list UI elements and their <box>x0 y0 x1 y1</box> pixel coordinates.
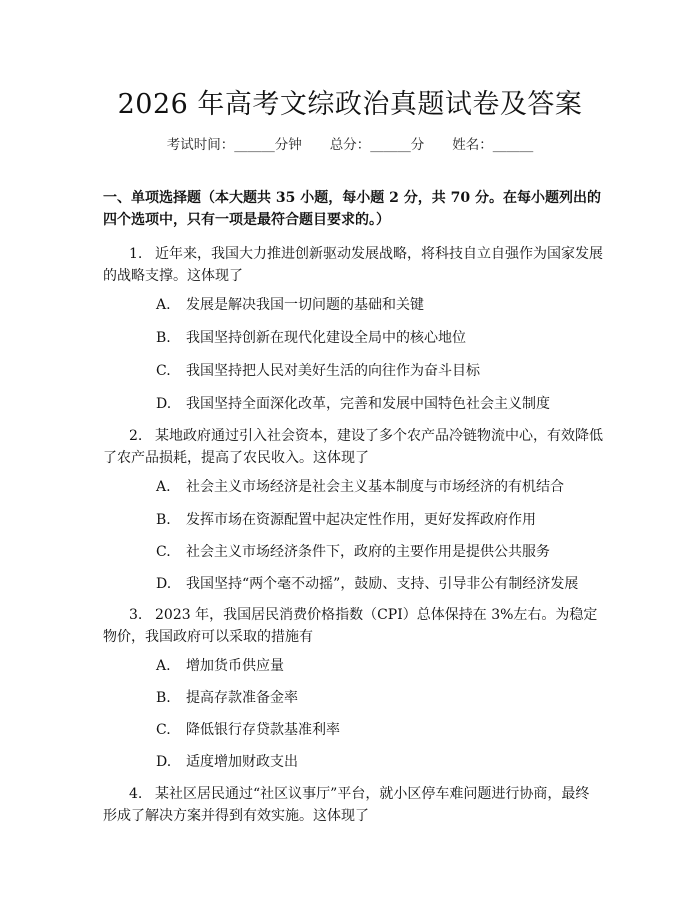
option-3c <box>156 720 340 740</box>
question-stem: 近年来，我国大力推进创新驱动发展战略，将科技自立自强作为国家发展的战略支撑。这体现了 <box>103 246 603 284</box>
option-letter: A. <box>156 658 171 674</box>
section-heading: 一、单项选择题（本大题共 35 小题，每小题 2 分，共 70 分。在每小题列出的四个选项中，只有一项是最符合题目要求的。） <box>103 190 601 228</box>
option-letter: D. <box>156 754 172 770</box>
option-text: 提高存款准备金率 <box>186 690 298 706</box>
option-letter: D. <box>156 576 172 592</box>
option-text: 发挥市场在资源配置中起决定性作用，更好发挥政府作用 <box>186 512 536 528</box>
question-number: 2. <box>129 428 143 444</box>
option-text: 降低银行存贷款基准利率 <box>186 722 340 738</box>
option-1c <box>156 361 480 381</box>
option-text: 我国坚持全面深化改革，完善和发展中国特色社会主义制度 <box>186 396 550 412</box>
question-4 <box>103 783 603 827</box>
question-stem: 某地政府通过引入社会资本，建设了多个农产品冷链物流中心，有效降低了农产品损耗，提高了农民收入。这体现了 <box>103 428 603 466</box>
option-letter: B. <box>156 512 171 528</box>
option-2b <box>156 510 536 530</box>
option-3a <box>156 656 284 676</box>
option-text: 发展是解决我国一切问题的基础和关键 <box>186 297 424 313</box>
option-1a <box>156 295 424 315</box>
question-1 <box>103 243 603 287</box>
option-text: 我国坚持“两个毫不动摇”，鼓励、支持、引导非公有制经济发展 <box>186 576 579 592</box>
option-2c <box>156 542 550 562</box>
option-2d <box>156 574 578 594</box>
question-stem: 某社区居民通过“社区议事厅”平台，就小区停车难问题进行协商，最终形成了解决方案并得到有效实施。这体现了 <box>103 786 590 824</box>
option-3b <box>156 688 298 708</box>
option-text: 社会主义市场经济条件下，政府的主要作用是提供公共服务 <box>186 544 550 560</box>
option-text: 适度增加财政支出 <box>186 754 298 770</box>
question-number: 3. <box>129 607 143 623</box>
question-stem: 2023 年，我国居民消费价格指数（CPI）总体保持在 3%左右。为稳定物价，我国政府可以采取的措施有 <box>103 607 598 645</box>
option-text: 社会主义市场经济是社会主义基本制度与市场经济的有机结合 <box>186 479 564 495</box>
time-field: 考试时间：______分钟 <box>166 137 302 153</box>
option-text: 我国坚持创新在现代化建设全局中的核心地位 <box>186 330 466 346</box>
option-3d <box>156 752 298 772</box>
option-letter: B. <box>156 330 171 346</box>
name-field: 姓名：______ <box>452 137 534 153</box>
option-letter: D. <box>156 396 172 412</box>
option-letter: A. <box>156 297 171 313</box>
page-title: 2026 年高考文综政治真题试卷及答案 <box>117 89 583 120</box>
option-letter: C. <box>156 544 171 560</box>
option-letter: C. <box>156 722 171 738</box>
option-text: 增加货币供应量 <box>186 658 284 674</box>
question-number: 1. <box>129 246 143 262</box>
option-letter: C. <box>156 363 171 379</box>
option-2a <box>156 477 564 497</box>
option-1d <box>156 394 550 414</box>
question-number: 4. <box>129 786 143 802</box>
option-text: 我国坚持把人民对美好生活的向往作为奋斗目标 <box>186 363 480 379</box>
question-2 <box>103 425 603 469</box>
score-field: 总分：______分 <box>329 137 425 153</box>
exam-meta <box>0 133 700 153</box>
option-1b <box>156 328 466 348</box>
question-3 <box>103 604 603 648</box>
option-letter: B. <box>156 690 171 706</box>
option-letter: A. <box>156 479 171 495</box>
